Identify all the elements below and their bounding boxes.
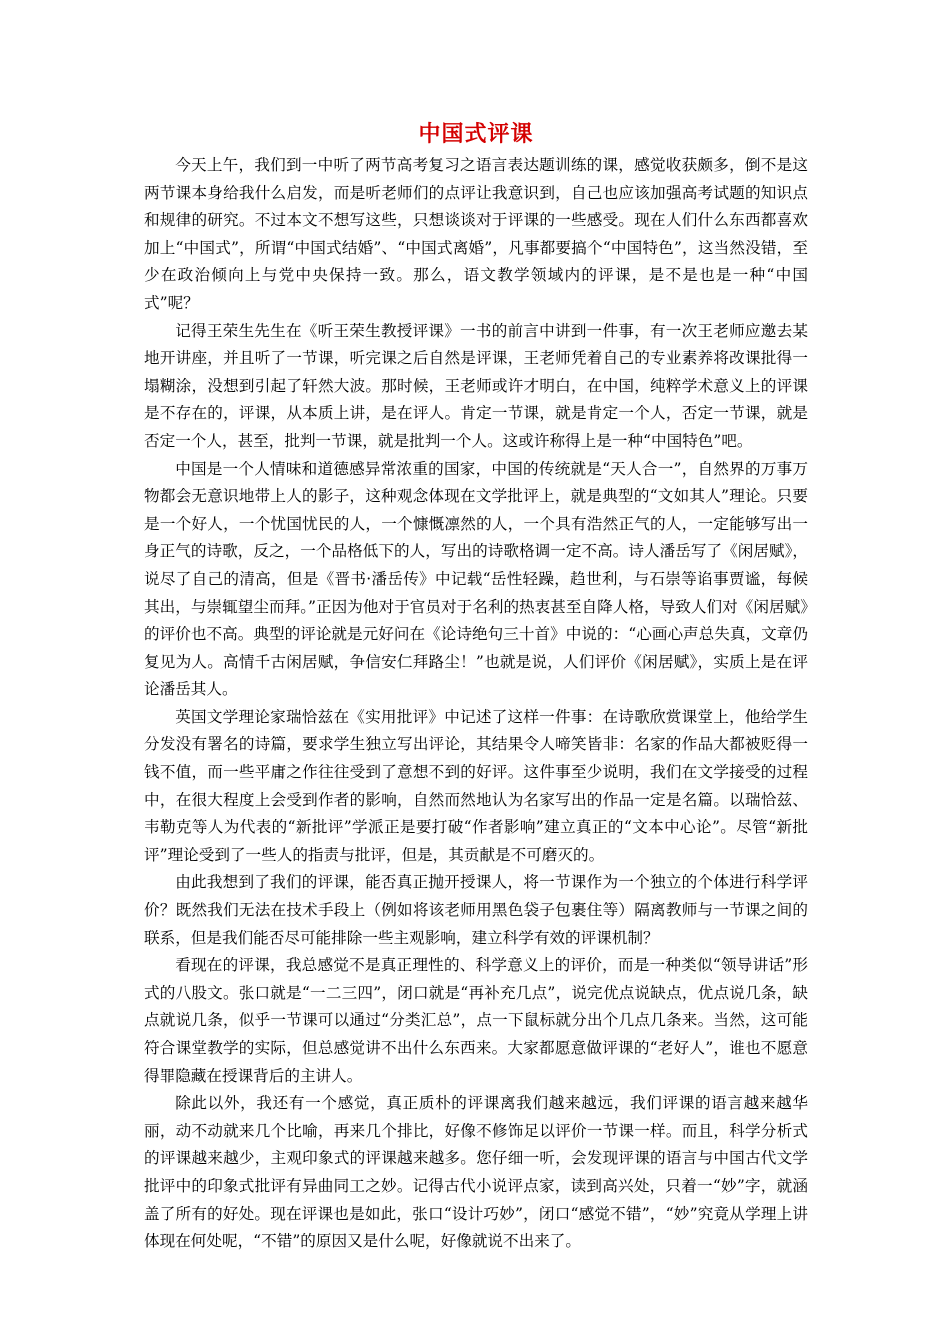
paragraph-3: 中国是一个人情味和道德感异常浓重的国家，中国的传统就是“天人合一”，自然界的万事万物都会无意识地带上人的影子，这种观念体现在文学批评上，就是典型的“文如其人”理论。只要是一个好人，一个忧国忧民的人，一个慷慨凛然的人，一个具有浩然正气的人，一定能够写出一身正气的诗歌，反之，一个品格低下的人，写出的诗歌格调一定不高。诗人潘岳写了《闲居赋》，说尽了自己的清高，但是《晋书·潘岳传》中记载“岳性轻躁，趋世利，与石崇等谄事贾谧，每候其出，与崇辄望尘而拜。”正因为他对于官员对于名利的热衷甚至自降人格，导致人们对《闲居赋》的评价也不高。典型的评论就是元好问在《论诗绝句三十首》中说的：“心画心声总失真，文章仍复见为人。高情千古闲居赋，争信安仁拜路尘！”也就是说，人们评价《闲居赋》，实质上是在评论潘岳其人。 <box>144 459 808 699</box>
paragraph-5: 由此我想到了我们的评课，能否真正抛开授课人，将一节课作为一个独立的个体进行科学评价？既然我们无法在技术手段上（例如将该老师用黑色袋子包裹住等）隔离教师与一节课之间的联系，但是我们能否尽可能排除一些主观影响，建立科学有效的评课机制？ <box>144 873 808 947</box>
document-title: 中国式评课 <box>418 122 534 147</box>
paragraph-2: 记得王荣生先生在《听王荣生教授评课》一书的前言中讲到一件事，有一次王老师应邀去某地开讲座，并且听了一节课，听完课之后自然是评课，王老师凭着自己的专业素养将改课批得一塌糊涂，没想到引起了轩然大波。那时候，王老师或许才明白，在中国，纯粹学术意义上的评课是不存在的，评课，从本质上讲，是在评人。肯定一节课，就是肯定一个人，否定一节课，就是否定一个人，甚至，批判一节课，就是批判一个人。这或许称得上是一种“中国特色”吧。 <box>144 321 808 450</box>
paragraph-6: 看现在的评课，我总感觉不是真正理性的、科学意义上的评价，而是一种类似“领导讲话”形式的八股文。张口就是“一二三四”，闭口就是“再补充几点”，说完优点说缺点，优点说几条，缺点就说几条，似乎一节课可以通过“分类汇总”，点一下鼠标就分出个几点几条来。当然，这可能符合课堂教学的实际，但总感觉讲不出什么东西来。大家都愿意做评课的“老好人”，谁也不愿意得罪隐藏在授课背后的主讲人。 <box>144 956 808 1085</box>
document-page <box>144 120 808 1256</box>
paragraph-7: 除此以外，我还有一个感觉，真正质朴的评课离我们越来越远，我们评课的语言越来越华丽，动不动就来几个比喻，再来几个排比，好像不修饰足以评价一节课一样。而且，科学分析式的评课越来越少，主观印象式的评课越来越多。您仔细一听，会发现评课的语言与中国古代文学批评中的印象式批评有异曲同工之妙。记得古代小说评点家，读到高兴处，只着一“妙”字，就涵盖了所有的好处。现在评课也是如此，张口“设计巧妙”，闭口“感觉不错”，“妙”究竟从学理上讲体现在何处呢，“不错”的原因又是什么呢，好像就说不出来了。 <box>144 1094 808 1251</box>
paragraph-4: 英国文学理论家瑞恰兹在《实用批评》中记述了这样一件事：在诗歌欣赏课堂上，他给学生分发没有署名的诗篇，要求学生独立写出评论，其结果令人啼笑皆非：名家的作品大都被贬得一钱不值，而一些平庸之作往往受到了意想不到的好评。这件事至少说明，我们在文学接受的过程中，在很大程度上会受到作者的影响，自然而然地认为名家写出的作品一定是名篇。以瑞恰兹、韦勒克等人为代表的“新批评”学派正是要打破“作者影响”建立真正的“文本中心论”。尽管“新批评”理论受到了一些人的指责与批评，但是，其贡献是不可磨灭的。 <box>144 707 808 864</box>
paragraph-1: 今天上午，我们到一中听了两节高考复习之语言表达题训练的课，感觉收获颇多，倒不是这两节课本身给我什么启发，而是听老师们的点评让我意识到，自己也应该加强高考试题的知识点和规律的研究。不过本文不想写这些，只想谈谈对于评课的一些感受。现在人们什么东西都喜欢加上“中国式”，所谓“中国式结婚”、“中国式离婚”，凡事都要搞个“中国特色”，这当然没错，至少在政治倾向上与党中央保持一致。那么，语文教学领域内的评课，是不是也是一种“中国式”呢？ <box>144 156 808 312</box>
